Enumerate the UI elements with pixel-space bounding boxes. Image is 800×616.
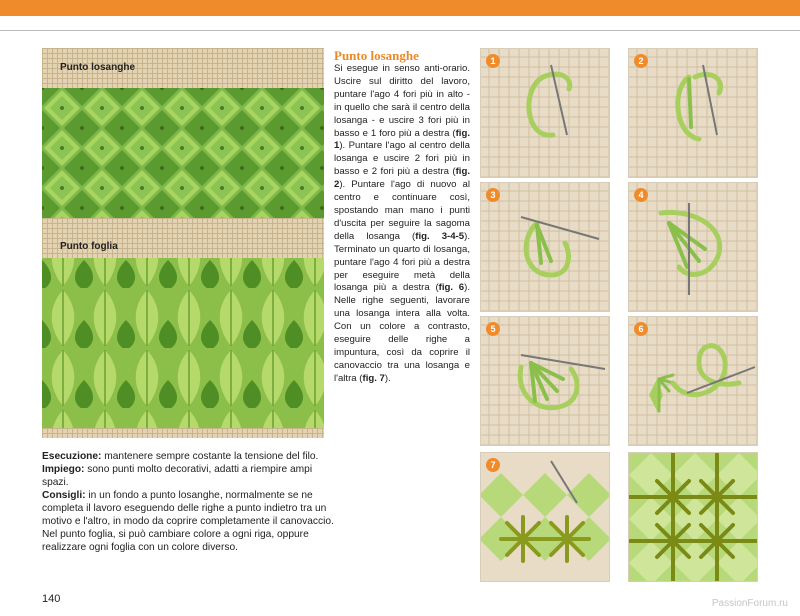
figure-7: [480, 452, 610, 582]
execution-label: Esecuzione:: [42, 451, 102, 462]
instructions-text: [334, 63, 470, 386]
figure-5-drawing: [481, 317, 610, 446]
instr-part-2: ). Puntare l'ago al centro della losanga e uscire 2 fori più in basso e 2 fori più a destra (: [334, 140, 470, 178]
figure-2: [628, 48, 758, 178]
figure-2-drawing: [629, 49, 758, 178]
figure-8-finished: [628, 452, 758, 582]
instr-part-5: ). Nelle righe seguenti, lavorare una losanga intera alla volta. Con un colore a contrasto, eseguire delle righe a impuntura, così da coprire il canovaccio tra una losanga e l'altra (: [334, 282, 470, 384]
instr-part-6: ).: [384, 372, 391, 384]
tips-paragraph: [42, 489, 337, 554]
figure-1: [480, 48, 610, 178]
execution-paragraph: [42, 450, 337, 463]
usage-text: sono punti molto decorativi, adatti a riempire ampi spazi.: [42, 464, 313, 488]
figure-3-number: 3: [486, 188, 500, 202]
figure-4-number: 4: [634, 188, 648, 202]
watermark: PassionForum.ru: [711, 598, 788, 609]
instr-part-4: ). Terminato un quarto di losanga, puntare l'ago 4 fori più a destra per eseguire metà della losanga più a destra (: [334, 230, 470, 294]
figure-5-number: 5: [486, 322, 500, 336]
fig-ref-3: fig. 3-4-5: [415, 230, 465, 242]
section-title: Punto losanghe: [334, 48, 419, 63]
figure-6-drawing: [629, 317, 758, 446]
figure-1-number: 1: [486, 54, 500, 68]
figure-2-number: 2: [634, 54, 648, 68]
figure-4-drawing: [629, 183, 758, 312]
photo-label-leaf: Punto foglia: [60, 241, 118, 252]
tips-label: Consigli:: [42, 490, 86, 501]
figure-7-number: 7: [486, 458, 500, 472]
figure-1-drawing: [481, 49, 610, 178]
figure-6: [628, 316, 758, 446]
header-rule: [0, 30, 800, 31]
embroidery-photo: [42, 48, 324, 438]
instr-part-1: Si esegue in senso anti-orario. Uscire sul diritto del lavoro, puntare l'ago 4 fori più in alto - in quello che sarà il centro della losanga - e uscire 3 fori più in basso e 1 foro più a destra (: [334, 63, 470, 139]
top-accent-bar: [0, 0, 800, 16]
figure-3-drawing: [481, 183, 610, 312]
instr-part-3: ). Puntare l'ago di nuovo al centro e continuare così, spostando man mano i punti d'uscita per seguire la sagoma della losanga (: [334, 179, 470, 242]
tips-text: in un fondo a punto losanghe, normalmente se ne completa il lavoro eseguendo delle righe a punto indietro tra un motivo e l'altro, in modo da coprire completamente il canovaccio. Nel punto foglia, si può cambiare colore a ogni riga, oppure realizzare ogni foglia con un colore diverso.: [42, 490, 334, 553]
figure-5: [480, 316, 610, 446]
fig-ref-2: fig. 2: [334, 166, 470, 191]
figure-3: [480, 182, 610, 312]
page-number: 140: [42, 593, 61, 605]
fig-ref-1: fig. 1: [334, 127, 470, 152]
figure-8-drawing: [629, 453, 758, 582]
figure-4: [628, 182, 758, 312]
fig-ref-5: fig. 7: [362, 372, 385, 384]
usage-paragraph: [42, 463, 337, 489]
body-text: [42, 450, 337, 554]
execution-text: mantenere sempre costante la tensione del filo.: [101, 451, 319, 462]
usage-label: Impiego:: [42, 464, 85, 475]
figure-6-number: 6: [634, 322, 648, 336]
fig-ref-4: fig. 6: [438, 282, 465, 294]
photo-label-lozenge: Punto losanghe: [60, 62, 135, 73]
figure-7-drawing: [481, 453, 610, 582]
